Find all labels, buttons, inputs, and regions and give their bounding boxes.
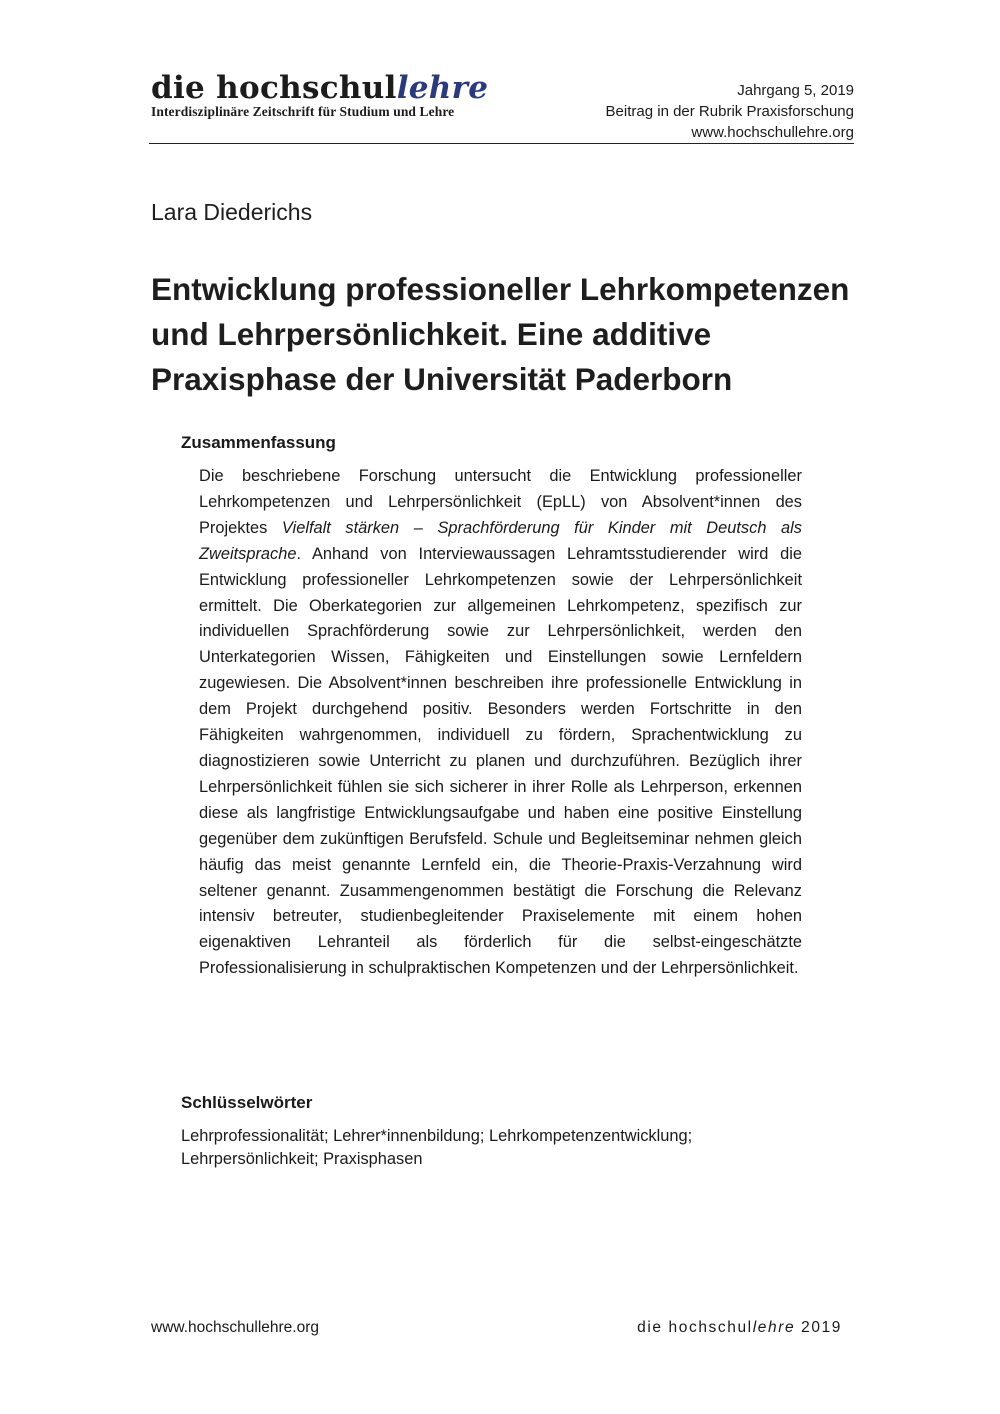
abstract-text-part1: Die beschriebene Forschung untersucht die Entwicklung professioneller Lehrkompetenzen und Lehrpersönlichkeit (EpLL) von Absolvent*innen des Projektes <box>199 467 802 537</box>
journal-logo <box>151 70 488 120</box>
footer-website-link[interactable]: www.hochschullehre.org <box>151 1319 320 1336</box>
keywords-list <box>181 1125 781 1171</box>
logo-word-hochschul: die hochschul <box>151 70 397 106</box>
keywords-heading: Schlüsselwörter <box>181 1093 313 1112</box>
abstract-heading: Zusammenfassung <box>181 433 336 452</box>
project-name: Vielfalt stärken – Sprachförderung für Kinder mit Deutsch als Zweitsprache <box>199 518 802 563</box>
article-author: Lara Diederichs <box>151 199 313 225</box>
header-meta <box>606 80 854 143</box>
abstract-body <box>199 464 802 982</box>
keywords-line-1: Lehrprofessionalität; Lehrer*innenbildung; Lehrkompetenzentwicklung; <box>181 1127 693 1145</box>
footer-journal-word2: lehre <box>752 1319 796 1336</box>
article-title: Entwicklung professioneller Lehrkompetenzen und Lehrpersönlichkeit. Eine additive Praxisphase der Universität Paderborn <box>151 271 850 397</box>
keywords-line-2: Lehrpersönlichkeit; Praxisphasen <box>181 1150 423 1168</box>
header-divider <box>149 143 854 144</box>
logo-subtitle: Interdisziplinäre Zeitschrift für Studium und Lehre <box>151 104 455 119</box>
logo-wordmark <box>151 70 488 106</box>
footer-journal <box>637 1318 842 1338</box>
logo-word-lehre: lehre <box>396 70 489 106</box>
rubric-info: Beitrag in der Rubrik Praxisforschung <box>605 103 854 120</box>
footer-year: 2019 <box>795 1319 842 1336</box>
footer-journal-word1: die hochschul <box>637 1319 753 1336</box>
header-website-link[interactable]: www.hochschullehre.org <box>691 124 854 141</box>
volume-info: Jahrgang 5, 2019 <box>737 82 854 99</box>
abstract-text-part2: . Anhand von Interviewaussagen Lehramtsstudierender wird die Entwicklung professioneller Lehrkompetenzen sowie der Lehrpersönlichkeit ermittelt. Die Oberkategorien zur allgemeinen Lehrkompetenz, spezifisch zur individuellen Sprachförderung sowie zur Lehrpersönlichkeit, werden den Unterkategorien Wissen, Fähigkeiten und Einstellungen sowie Lernfeldern zugewiesen. Die Absolvent*innen beschreiben ihre professionelle Entwicklung in dem Projekt durchgehend positiv. Besonders werden Fortschritte in den Fähigkeiten wahrgenommen, individuell zu fördern, Sprachentwicklung zu diagnostizieren sowie Unterricht zu planen und durchzuführen. Bezüglich ihrer Lehrpersönlichkeit fühlen sie sich sicherer in ihrer Rolle als Lehrperson, erkennen diese als langfristige Entwicklungsaufgabe und haben eine positive Einstellung gegenüber dem zukünftigen Berufsfeld. Schule und Begleitseminar nehmen gleich häufig das meist genannte Lernfeld ein, die Theorie-Praxis-Verzahnung wird seltener genannt. Zusammengenommen bestätigt die Forschung die Relevanz intensiv betreuter, studienbegleitender Praxiselemente mit einem hohen eigenaktiven Lehranteil als förderlich für die selbst-eingeschätzte Professionalisierung in schulpraktischen Kompetenzen und der Lehrpersönlichkeit. <box>199 544 802 978</box>
